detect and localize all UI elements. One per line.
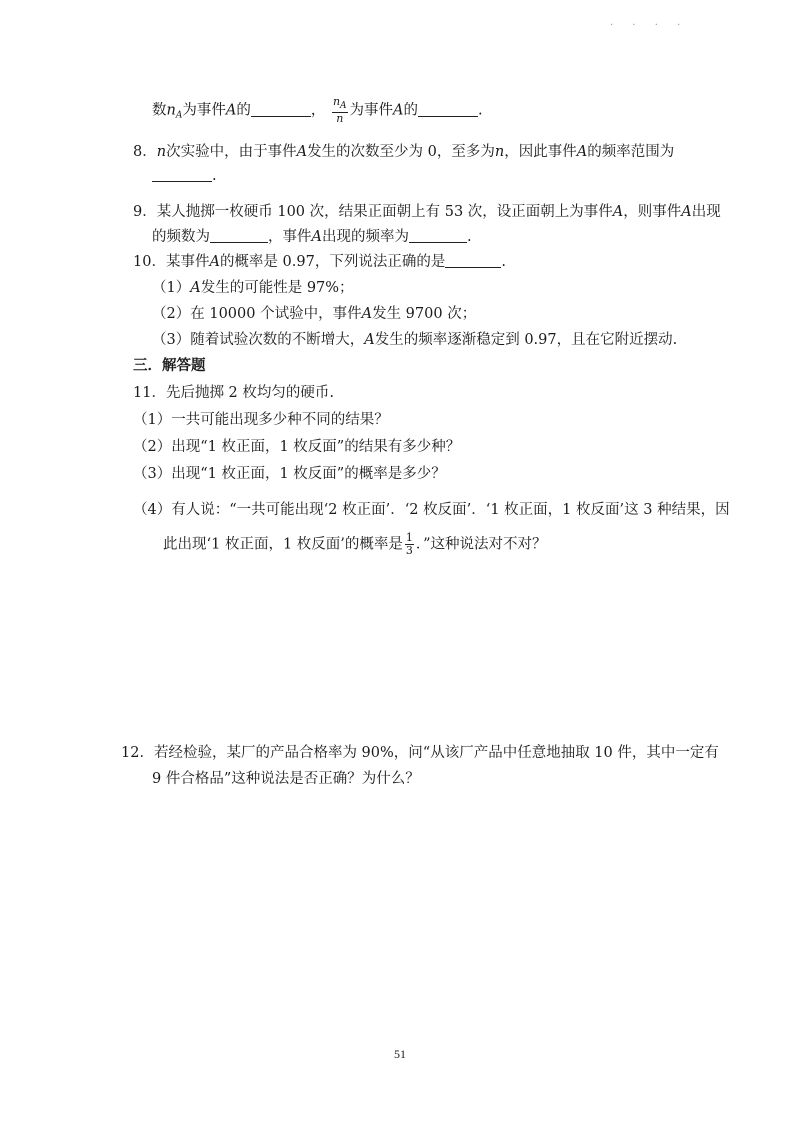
question-9-line2: 的频数为 ，事件A出现的频率为 . <box>152 229 472 245</box>
var-a: A <box>225 102 237 119</box>
sub-a: A <box>175 110 183 121</box>
var-a: A <box>209 254 220 270</box>
option-text: 随着试验次数的不断增大， <box>190 332 365 348</box>
text: 数 <box>152 102 167 119</box>
text: 为事件 <box>182 102 226 119</box>
question-8-blank-line: . <box>152 166 217 186</box>
var-n: n <box>166 102 176 119</box>
option-number: （2） <box>152 306 191 322</box>
answer-blank[interactable] <box>210 228 268 243</box>
question-number: 8． <box>133 144 157 160</box>
text: 某人抛掷一枚硬币 100 次，结果正面朝上有 53 次，设正面朝上为事件 <box>156 204 613 220</box>
answer-blank[interactable] <box>409 228 467 243</box>
text: 发生的次数至少为 0，至多为 <box>307 144 495 160</box>
option-text: 发生的可能性是 97%； <box>200 280 354 296</box>
question-10-option-3 <box>152 330 677 350</box>
question-11-stem: 11．先后抛掷 2 枚均匀的硬币. <box>133 385 335 401</box>
question-10-option-2 <box>152 304 476 324</box>
text: 的 <box>236 102 251 119</box>
text: ，事件 <box>268 229 312 245</box>
question-12-line2: 9 件合格品”这种说法是否正确？为什么？ <box>152 771 420 787</box>
q7-continuation: 数$n_A$为事件A的 ， $\frac{n_A}{n}$ 为事件A的 . <box>152 95 483 125</box>
option-number: （1） <box>152 280 191 296</box>
var-a: A <box>364 332 375 348</box>
option-number: （3） <box>152 332 191 348</box>
answer-blank[interactable] <box>152 167 212 182</box>
question-number: 9． <box>133 204 157 220</box>
text: 的频数为 <box>152 229 210 245</box>
text: ，则事件 <box>623 204 682 220</box>
var-a: A <box>576 144 588 160</box>
text: 出现的频率为 <box>321 229 409 245</box>
text: 的概率是 0.97，下列说法正确的是 <box>219 254 446 270</box>
question-11-part-2: （2）出现“1 枚正面，1 枚反面”的结果有多少种？ <box>133 439 461 455</box>
var-a: A <box>361 306 373 322</box>
var-a: A <box>681 204 692 220</box>
var-a: A <box>296 144 308 160</box>
text: 此出现‘1 枚正面，1 枚反面’的概率是 <box>163 536 403 553</box>
text: 出现 <box>691 204 721 220</box>
var-a: A <box>190 280 201 296</box>
fraction-one-third: $\frac{1}{3}$ <box>405 531 413 557</box>
question-10-option-1 <box>152 278 354 298</box>
question-11-part-3: （3）出现“1 枚正面，1 枚反面”的概率是多少？ <box>133 466 446 482</box>
answer-blank[interactable] <box>251 102 311 117</box>
option-text: 在 10000 个试验中，事件 <box>190 306 362 322</box>
question-10: 10．某事件A的概率是 0.97，下列说法正确的是 . <box>133 254 506 270</box>
text: ．”这种说法对不对？ <box>415 536 547 553</box>
text: 某事件 <box>165 254 210 270</box>
question-11-part-4-line2 <box>163 532 547 557</box>
question-9 <box>133 202 721 222</box>
text: 为事件 <box>349 102 394 119</box>
answer-blank[interactable] <box>445 253 501 268</box>
fraction-na-over-n: $\frac{n_A}{n}$ <box>332 95 347 125</box>
text: 的 <box>403 102 419 119</box>
scan-specks: · · · · <box>610 20 689 31</box>
option-text: 发生 9700 次； <box>372 306 477 322</box>
question-8 <box>133 142 674 162</box>
question-11-part-1: （1）一共可能出现多少种不同的结果？ <box>133 412 389 428</box>
var-a: A <box>612 204 624 220</box>
section-heading: 三．解答题 <box>133 357 206 374</box>
page-number: 51 <box>394 1047 406 1061</box>
text: 次实验中，由于事件 <box>166 144 297 160</box>
question-12: 12．若经检验，某厂的产品合格率为 90%，问“从该厂产品中任意地抽取 10 件，其中一定有 <box>121 745 719 761</box>
var-n: n <box>156 144 167 160</box>
answer-blank[interactable] <box>418 102 478 117</box>
question-11-part-4: （4）有人说：“一共可能出现‘2 枚正面’．‘2 枚反面’．‘1 枚正面，1 枚反面’这 3 种结果，因 <box>133 502 730 518</box>
question-number: 10． <box>133 254 166 270</box>
var-a: A <box>311 229 322 245</box>
var-n: n <box>494 144 505 160</box>
option-text: 发生的频率逐渐稳定到 0.97，且在它附近摆动. <box>374 332 678 348</box>
var-a: A <box>393 102 404 119</box>
text: ，因此事件 <box>504 144 577 160</box>
text: 的频率范围为 <box>587 144 675 160</box>
